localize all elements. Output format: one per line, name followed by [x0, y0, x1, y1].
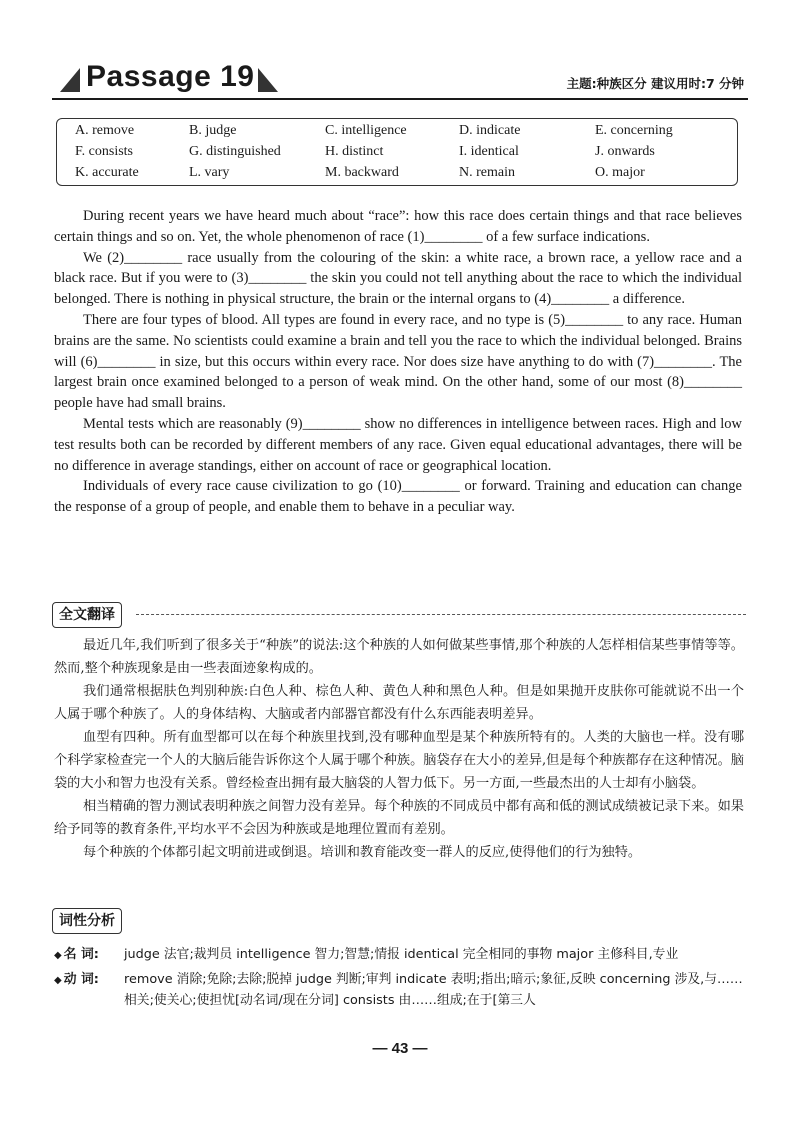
diamond-icon: ◆: [54, 975, 62, 986]
word-option: K. accurate: [75, 165, 139, 180]
passage-title: Passage 19: [86, 60, 255, 93]
vocab-row-verb: [54, 969, 754, 1011]
word-option: L. vary: [189, 165, 230, 180]
passage-paragraph: We (2)________ race usually from the colouring of the skin: a white race, a brown race, a yellow race and a black race. But if you were to (3)________ the skin you could not tell anything about the race to which the individual belonged. There is nothing in physical structure, the brain or the internal organs to (4)________ a difference.: [54, 249, 742, 308]
pos-label: ◆ 名 词:: [54, 947, 99, 962]
word-option: C. intelligence: [325, 123, 407, 138]
vocab-text: judge 法官;裁判员 intelligence 智力;智慧;情报 identical 完全相同的事物 major 主修科目,专业: [124, 947, 679, 962]
word-option: J. onwards: [595, 144, 655, 159]
translation-paragraph: 血型有四种。所有血型都可以在每个种族里找到,没有哪种血型是某个种族所特有的。人类的大脑也一样。没有哪个科学家检查完一个人的大脑后能告诉你这个人属于哪个种族。脑袋存在大小的差异,但是每个种族都存在这种情况。脑袋的大小和智力也没有关系。曾经检查出拥有最大脑袋的人智力低下。另一方面,一些最杰出的人士却有小脑袋。: [54, 730, 744, 791]
left-triangle-icon: [60, 68, 80, 92]
page-number: — 43 —: [372, 1040, 428, 1057]
passage-paragraph: During recent years we have heard much about “race”: how this race does certain things and that race believes certain things and so on. Yet, the whole phenomenon of race (1)________ of a few surface indications.: [54, 208, 742, 245]
word-option: O. major: [595, 165, 645, 180]
word-option: A. remove: [75, 123, 135, 138]
word-option: G. distinguished: [189, 144, 281, 159]
translation-paragraph: 我们通常根据肤色判别种族:白色人种、棕色人种、黄色人种和黑色人种。但是如果抛开皮肤你可能就说不出一个人属于哪个种族了。人的身体结构、大脑或者内部器官都没有什么东西能表明差异。: [54, 684, 744, 722]
word-option: B. judge: [189, 123, 237, 138]
pos-label: ◆ 动 词:: [54, 972, 99, 987]
translation-paragraph: 最近几年,我们听到了很多关于“种族”的说法:这个种族的人如何做某些事情,那个种族的人怎样相信某些事情等等。然而,整个种族现象是由一些表面迹象构成的。: [54, 638, 744, 676]
vocab-text: remove 消除;免除;去除;脱掉 judge 判断;审判 indicate 表明;指出;暗示;象征,反映 concerning 涉及,与……相关;使关心;使担忧[动名词/现在分词] consists 由……组成;在于[第三人: [124, 972, 743, 1008]
english-passage: [54, 206, 742, 518]
header-divider: [52, 98, 748, 100]
word-bank: [56, 118, 738, 186]
word-option: E. concerning: [595, 123, 673, 138]
passage-paragraph: Individuals of every race cause civilization to go (10)________ or forward. Training and education can change the response of a group of people, and enable them to behave in a peculiar way.: [54, 478, 742, 516]
section-divider: [136, 614, 746, 615]
translation-paragraph: 每个种族的个体都引起文明前进或倒退。培训和教育能改变一群人的反应,使得他们的行为独特。: [83, 845, 642, 860]
diamond-icon: ◆: [54, 950, 62, 961]
passage-header: [52, 60, 748, 104]
word-option: N. remain: [459, 165, 515, 180]
word-option: F. consists: [75, 144, 134, 159]
vocabulary-analysis: [54, 944, 754, 1015]
right-triangle-icon: [258, 68, 278, 92]
word-option: D. indicate: [459, 123, 521, 138]
translation-paragraph: 相当精确的智力测试表明种族之间智力没有差异。每个种族的不同成员中都有高和低的测试成绩被记录下来。如果给予同等的教育条件,平均水平不会因为种族或是地理位置而有差别。: [54, 799, 744, 837]
passage-paragraph: Mental tests which are reasonably (9)________ show no differences in intelligence between races. High and low test results both can be recorded by different members of any race. Given equal educational advantages, there will be no difference in average standings, either on account of race or geographical location.: [54, 415, 742, 474]
vocabulary-label: 词性分析: [52, 908, 122, 934]
chinese-translation: [54, 634, 744, 864]
passage-paragraph: There are four types of blood. All types are found in every race, and no type is (5)________ to any race. Human brains are the same. No scientists could examine a brain and tell you the race to which the individual belonged. Brains will (6)________ in size, but this occurs within every race. Nor does size have anything to do with (7)________. The largest brain once examined belonged to a person of weak mind. On the other hand, some of our most (8)________ people have had small brains.: [54, 311, 742, 412]
word-option: M. backward: [325, 165, 399, 180]
word-option: I. identical: [459, 144, 519, 159]
vocab-row-noun: [54, 944, 754, 965]
word-option: H. distinct: [325, 144, 384, 159]
translation-label: 全文翻译: [52, 602, 122, 628]
topic-and-time: 主题:种族区分 建议用时:7 分钟: [566, 76, 744, 91]
